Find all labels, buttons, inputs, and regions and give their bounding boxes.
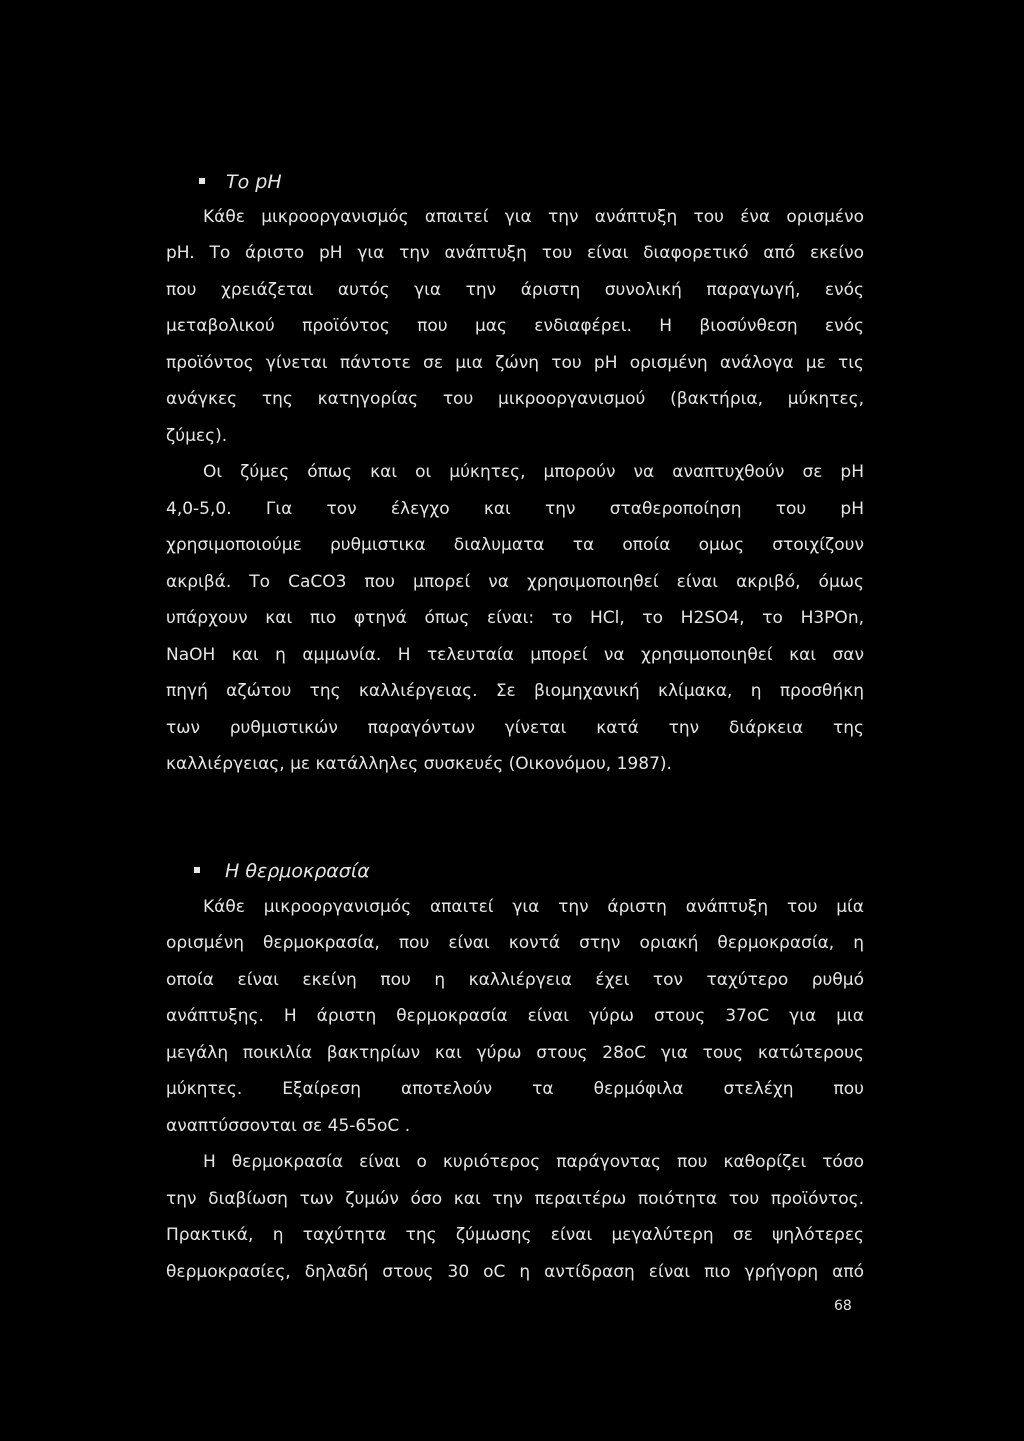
text-line: πηγή αζώτου της καλλιέργειας. Σε βιομηχανική κλίμακα, η προσθήκη [166, 681, 864, 701]
text-line: ζύμες). [166, 426, 228, 446]
text-line: ακριβά. Το CaCO3 που μπορεί να χρησιμοποιηθεί είναι ακριβό, όμως [166, 572, 864, 592]
text-line: Πρακτικά, η ταχύτητα της ζύμωσης είναι μεγαλύτερη σε ψηλότερες [166, 1225, 864, 1245]
text-line: των ρυθμιστικών παραγόντων γίνεται κατά την διάρκεια της [166, 718, 864, 738]
text-line: Κάθε μικροοργανισμός απαιτεί για την άριστη ανάπτυξη του μία [203, 897, 864, 917]
text-line: μεταβολικού προϊόντος που μας ενδιαφέρει. Η βιοσύνθεση ενός [166, 316, 864, 336]
bullet-icon [199, 178, 205, 184]
text-line: καλλιέργειας, με κατάλληλες συσκευές (Οικονόμου, 1987). [166, 754, 672, 774]
text-line: αναπτύσσονται σε 45-65oC . [166, 1116, 411, 1136]
bullet-icon [194, 867, 200, 873]
page-number: 68 [834, 1298, 852, 1314]
text-line: pH. Το άριστο pH για την ανάπτυξη του είναι διαφορετικό από εκείνο [166, 243, 864, 263]
text-line: μύκητες. Εξαίρεση αποτελούν τα θερμόφιλα στελέχη που [166, 1079, 864, 1099]
text-line: Κάθε μικροοργανισμός απαιτεί για την ανάπτυξη του ένα ορισμένο [203, 207, 864, 227]
text-line: 4,0-5,0. Για τον έλεγχο και την σταθεροποίηση του pH [166, 499, 864, 519]
text-line: NaOH και η αμμωνία. Η τελευταία μπορεί να χρησιμοποιηθεί και σαν [166, 645, 864, 665]
text-line: ανάγκες της κατηγορίας του μικροοργανισμού (βακτήρια, μύκητες, [166, 389, 864, 409]
text-line: την διαβίωση των ζυμών όσο και την περαιτέρω ποιότητα του προϊόντος. [166, 1189, 864, 1209]
text-line: Η θερμοκρασία είναι ο κυριότερος παράγοντας που καθορίζει τόσο [203, 1152, 864, 1172]
text-line: χρησιμοποιούμε ρυθμιστικα διαλυματα τα οποία ομως στοιχίζουν [166, 535, 864, 555]
text-line: Οι ζύμες όπως και οι μύκητες, μπορούν να αναπτυχθούν σε pH [203, 462, 864, 482]
text-line: μεγάλη ποικιλία βακτηρίων και γύρω στους 28oC για τους κατώτερους [166, 1043, 864, 1063]
text-line: ορισμένη θερμοκρασία, που είναι κοντά στην οριακή θερμοκρασία, η [166, 933, 864, 953]
text-line: οποία είναι εκείνη που η καλλιέργεια έχει τον ταχύτερο ρυθμό [166, 970, 864, 990]
text-line: υπάρχουν και πιο φτηνά όπως είναι: το HCl, το H2SO4, το H3POn, [166, 608, 864, 628]
section-heading-ph: Το pH [226, 171, 282, 193]
text-line: ανάπτυξης. Η άριστη θερμοκρασία είναι γύρω στους 37oC για μια [166, 1006, 864, 1026]
text-line: θερμοκρασίες, δηλαδή στους 30 oC η αντίδραση είναι πιο γρήγορη από [166, 1262, 864, 1282]
text-line: που χρειάζεται αυτός για την άριστη συνολική παραγωγή, ενός [166, 280, 864, 300]
text-line: προϊόντος γίνεται πάντοτε σε μια ζώνη του pH ορισμένη ανάλογα με τις [166, 353, 864, 373]
section-heading-temperature: Η θερμοκρασία [225, 860, 370, 882]
